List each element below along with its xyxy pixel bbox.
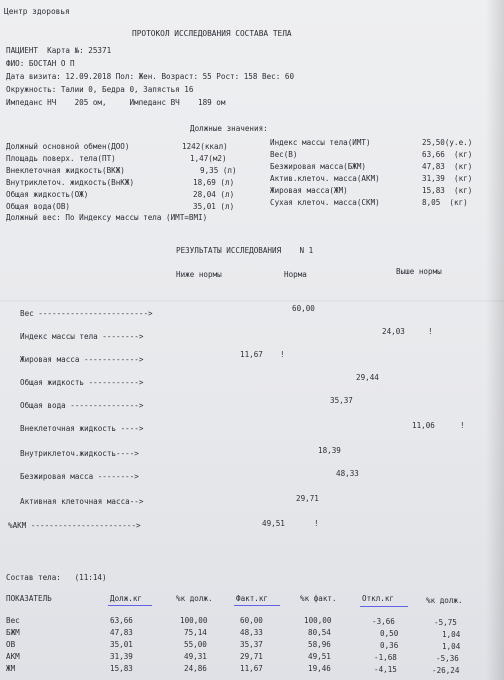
- table-cell: 75,14: [184, 628, 207, 637]
- table-cell: -26,24: [432, 666, 460, 675]
- result-row-value: 24,03: [382, 327, 405, 336]
- result-row-label: Индекс массы тела -------->: [20, 332, 144, 341]
- table-cell: 1,04: [442, 642, 461, 651]
- header-underline: [234, 605, 280, 606]
- table-cell: 11,67: [240, 664, 263, 673]
- result-row-label: Общая жидкость ----------->: [20, 378, 144, 387]
- table-cell: 0,50: [380, 629, 399, 638]
- due-right-value: 15,83 (кг): [422, 186, 473, 195]
- table-cell: -4,15: [374, 665, 397, 674]
- result-row-value: 11,06: [412, 421, 435, 430]
- table-cell: ЖМ: [6, 664, 16, 673]
- due-left-label: Площадь поверх. тела(ПТ): [6, 154, 116, 163]
- result-row-label: Жировая масса ------------>: [20, 355, 144, 364]
- result-row-flag: !: [314, 519, 319, 528]
- due-left-label: Общая жидкость(ОЖ): [6, 190, 89, 199]
- table-cell: 100,00: [180, 616, 208, 625]
- due-left-label: Общая вода(ОВ): [6, 202, 71, 211]
- due-right-label: Индекс массы тела(ИМТ): [270, 138, 371, 147]
- due-right-label: Сухая клеточ. масса(СКМ): [270, 198, 380, 207]
- table-cell: 49,31: [184, 652, 207, 661]
- table-cell: БЖМ: [6, 628, 20, 637]
- due-left-label: Внеклеточная жидкость(ВКЖ): [6, 166, 125, 175]
- due-values-title: Должные значения:: [190, 124, 268, 133]
- protocol-title: ПРОТОКОЛ ИССЛЕДОВАНИЯ СОСТАВА ТЕЛА: [132, 29, 292, 38]
- due-right-label: Вес(В): [270, 150, 298, 159]
- due-right-value: 31,39 (кг): [422, 174, 473, 183]
- due-right-value: 25,50(у.е.): [422, 138, 473, 147]
- result-row-value: 48,33: [336, 469, 359, 478]
- table-cell: 55,00: [184, 640, 207, 649]
- table-cell: -3,66: [372, 617, 395, 626]
- visit-info: Дата визита: 12.09.2018 Пол: Жен. Возраст: 55 Рост: 158 Вес: 60: [6, 72, 295, 81]
- clinic-header: Центр здоровья: [4, 7, 70, 16]
- paper-fold: [0, 300, 504, 302]
- due-right-label: Безжировая масса(БЖМ): [270, 162, 367, 171]
- table-header: ПОКАЗАТЕЛЬ: [6, 594, 52, 603]
- due-left-value: 1242(ккал): [182, 142, 228, 151]
- due-left-label: Должный основной обмен(ДОО): [6, 142, 130, 151]
- result-row-value: 18,39: [318, 446, 341, 455]
- result-row-value: 11,67: [240, 350, 263, 359]
- table-header: %к долж.: [426, 596, 463, 605]
- header-underline: [108, 605, 152, 606]
- result-row-value: 29,71: [296, 494, 319, 503]
- circumference-info: Окружность: Талии 0, Бедра 0, Запястья 16: [6, 85, 194, 94]
- table-cell: 58,96: [308, 640, 331, 649]
- scale-norm: Норма: [284, 270, 307, 279]
- table-cell: АКМ: [6, 652, 20, 661]
- result-row-value: 35,37: [330, 396, 353, 405]
- due-weight-note: Должный вес: По Индексу массы тела (ИМТ=BMI): [6, 213, 208, 222]
- table-cell: ОВ: [6, 640, 16, 649]
- due-left-value: 35,01 (л): [193, 202, 235, 211]
- table-cell: 49,51: [308, 652, 331, 661]
- result-row-value: 60,00: [292, 304, 315, 313]
- table-header: Факт.кг: [236, 594, 269, 603]
- table-cell: 0,36: [380, 641, 399, 650]
- due-right-value: 47,83 (кг): [422, 162, 473, 171]
- due-left-value: 28,04 (л): [193, 190, 235, 199]
- result-row-label: Общая вода --------------->: [20, 401, 144, 410]
- table-header: Откл.кг: [362, 594, 395, 603]
- result-row-value: 29,44: [356, 373, 379, 382]
- table-cell: -5,36: [436, 654, 459, 663]
- result-row-label: Вес ------------------------>: [20, 309, 153, 318]
- result-row-label: Активная клеточная масса-->: [20, 497, 144, 506]
- result-row-label: Внутриклеточ.жидкость---->: [20, 449, 139, 458]
- table-cell: 47,83: [110, 628, 133, 637]
- due-right-label: Актив.клеточ. масса(АКМ): [270, 174, 380, 183]
- result-row-label: Безжировая масса -------->: [20, 472, 139, 481]
- table-cell: 48,33: [240, 628, 263, 637]
- composition-title: Состав тела: (11:14): [6, 573, 107, 582]
- scale-above-norm: Выше нормы: [396, 267, 442, 276]
- table-cell: 80,54: [308, 628, 331, 637]
- table-cell: -5,75: [434, 618, 457, 627]
- table-cell: Вес: [6, 616, 20, 625]
- table-header: Долж.кг: [110, 594, 143, 603]
- due-left-value: 9,35 (л): [200, 166, 237, 175]
- table-cell: 19,46: [308, 664, 331, 673]
- result-row-value: 49,51: [262, 519, 285, 528]
- result-row-flag: !: [428, 327, 433, 336]
- table-cell: 29,71: [240, 652, 263, 661]
- table-cell: 35,37: [240, 640, 263, 649]
- table-header: %к факт.: [300, 594, 337, 603]
- table-cell: 60,00: [240, 616, 263, 625]
- table-cell: 1,04: [442, 630, 461, 639]
- due-right-value: 8,05 (кг): [422, 198, 468, 207]
- table-cell: 24,86: [184, 664, 207, 673]
- results-title: РЕЗУЛЬТАТЫ ИССЛЕДОВАНИЯ N 1: [176, 246, 314, 255]
- header-underline: [360, 606, 408, 607]
- result-row-label: Внеклеточная жидкость ---->: [20, 424, 144, 433]
- table-cell: 63,66: [110, 616, 133, 625]
- impedance-info: Импеданс НЧ 205 ом, Импеданс ВЧ 189 ом: [6, 98, 226, 107]
- result-row-flag: !: [280, 350, 285, 359]
- table-cell: 100,00: [304, 616, 332, 625]
- table-cell: 35,01: [110, 640, 133, 649]
- patient-name: ФИО: БОСТАН О П: [6, 59, 75, 68]
- due-right-value: 63,66 (кг): [422, 150, 473, 159]
- patient-card: ПАЦИЕНТ Карта №: 25371: [6, 46, 112, 55]
- scale-below-norm: Ниже нормы: [176, 270, 222, 279]
- due-left-label: Внутриклеточ. жидкость(ВнКЖ): [6, 178, 135, 187]
- table-cell: 31,39: [110, 652, 133, 661]
- page-shadow: [486, 0, 504, 680]
- result-row-label: %АКМ ----------------------->: [8, 521, 141, 530]
- result-row-flag: !: [460, 421, 465, 430]
- table-cell: 15,83: [110, 664, 133, 673]
- due-right-label: Жировая масса(ЖМ): [270, 186, 348, 195]
- table-cell: -1,68: [374, 653, 397, 662]
- due-left-value: 1,47(м2): [190, 154, 227, 163]
- due-left-value: 18,69 (л): [193, 178, 235, 187]
- table-header: %к долж.: [176, 594, 213, 603]
